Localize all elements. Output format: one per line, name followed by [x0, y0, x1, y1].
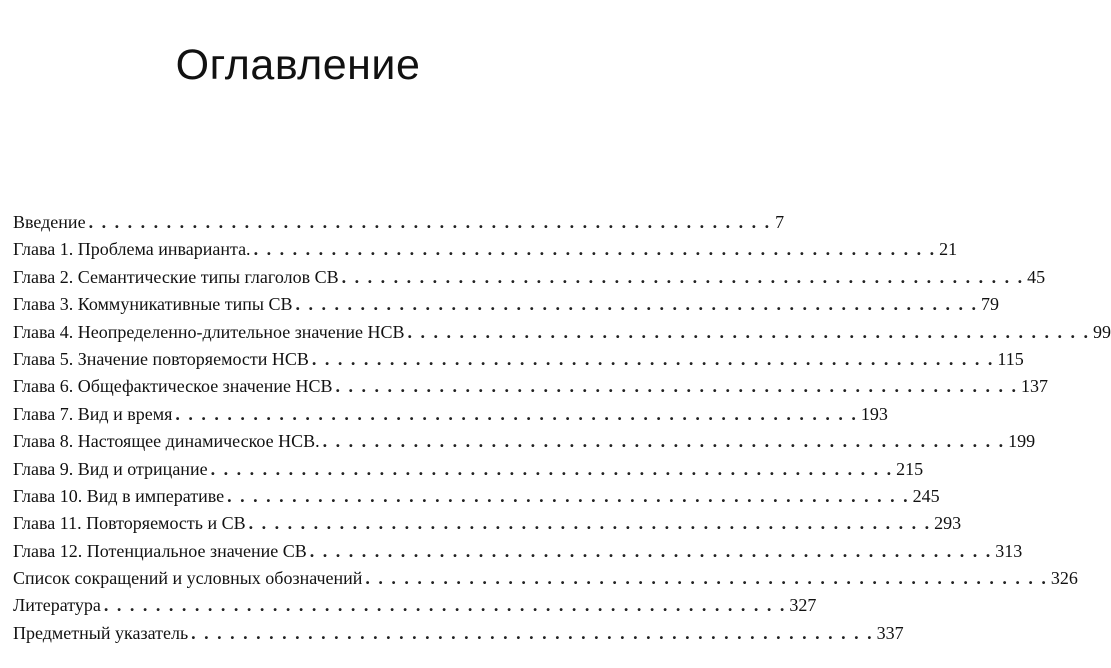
toc-dot-leader — [310, 538, 993, 565]
toc-entry[interactable] — [13, 510, 962, 537]
toc-page-number: 115 — [997, 348, 1024, 369]
toc-page-number: 326 — [1050, 568, 1078, 589]
toc-page-number: 21 — [939, 239, 958, 260]
toc-entry[interactable] — [13, 236, 958, 263]
toc-entry-label: Предметный указатель — [13, 622, 189, 643]
toc-page-number: 79 — [981, 294, 1000, 315]
toc-entry-label: Литература — [13, 595, 101, 616]
toc-entry-label: Глава 1. Проблема инварианта. — [13, 239, 251, 260]
toc-page-number: 193 — [860, 403, 888, 424]
toc-entry[interactable] — [13, 346, 1024, 373]
toc-dot-leader — [175, 401, 858, 428]
toc-page-number: 293 — [934, 513, 962, 534]
toc-dot-leader — [211, 456, 894, 483]
toc-entry[interactable] — [13, 264, 1046, 291]
toc-page-number: 137 — [1021, 376, 1048, 397]
toc-dot-leader — [323, 428, 1006, 455]
toc-entry[interactable] — [13, 401, 888, 428]
toc-entry-label: Глава 3. Коммуникативные типы СВ — [13, 294, 293, 315]
toc-entry[interactable] — [13, 620, 904, 647]
toc-dot-leader — [408, 319, 1091, 346]
toc-dot-leader — [254, 236, 937, 263]
toc-dot-leader — [104, 592, 787, 619]
toc-dot-leader — [296, 291, 979, 318]
toc-page-number: 327 — [789, 595, 817, 616]
toc-entry[interactable] — [13, 592, 817, 619]
toc-entry-label: Список сокращений и условных обозначений — [13, 568, 363, 589]
toc-dot-leader — [249, 510, 932, 537]
toc-entry[interactable] — [13, 319, 1111, 346]
toc-entry-label: Глава 11. Повторяемость и СВ — [13, 513, 246, 534]
toc-entry[interactable] — [13, 428, 1036, 455]
toc-page-number: 337 — [876, 622, 904, 643]
toc-dot-leader — [191, 620, 874, 647]
toc-entry-label: Глава 8. Настоящее динамическое НСВ. — [13, 431, 320, 452]
toc-dot-leader — [227, 483, 910, 510]
table-of-contents — [13, 209, 1111, 647]
toc-entry-label: Глава 7. Вид и время — [13, 403, 173, 424]
toc-page-number: 245 — [912, 485, 940, 506]
toc-entry[interactable] — [13, 209, 785, 236]
toc-entry-label: Глава 6. Общефактическое значение НСВ — [13, 376, 333, 397]
page-title: Оглавление — [175, 40, 421, 89]
toc-page-number: 215 — [896, 458, 924, 479]
toc-entry[interactable] — [13, 456, 924, 483]
toc-page-number: 313 — [995, 540, 1023, 561]
toc-dot-leader — [336, 373, 1019, 400]
toc-entry-label: Глава 2. Семантические типы глаголов СВ — [13, 266, 339, 287]
toc-entry-label: Глава 10. Вид в императиве — [13, 485, 225, 506]
toc-entry[interactable] — [13, 291, 1000, 318]
toc-entry-label: Введение — [13, 212, 86, 232]
toc-page-number: 99 — [1093, 321, 1111, 342]
toc-dot-leader — [89, 209, 772, 236]
toc-dot-leader — [342, 264, 1025, 291]
toc-entry[interactable] — [13, 538, 1023, 565]
toc-dot-leader — [365, 565, 1048, 592]
toc-entry[interactable] — [13, 565, 1078, 592]
toc-dot-leader — [312, 346, 995, 373]
toc-entry-label: Глава 5. Значение повторяемости НСВ — [13, 348, 309, 369]
toc-entry-label: Глава 12. Потенциальное значение СВ — [13, 540, 307, 561]
toc-page-number: 45 — [1027, 266, 1046, 287]
toc-entry[interactable] — [13, 483, 940, 510]
toc-page-number: 199 — [1008, 431, 1036, 452]
toc-page-number: 7 — [775, 212, 785, 232]
toc-entry[interactable] — [13, 373, 1048, 400]
toc-entry-label: Глава 9. Вид и отрицание — [13, 458, 208, 479]
toc-entry-label: Глава 4. Неопределенно-длительное значение НСВ — [13, 321, 405, 342]
